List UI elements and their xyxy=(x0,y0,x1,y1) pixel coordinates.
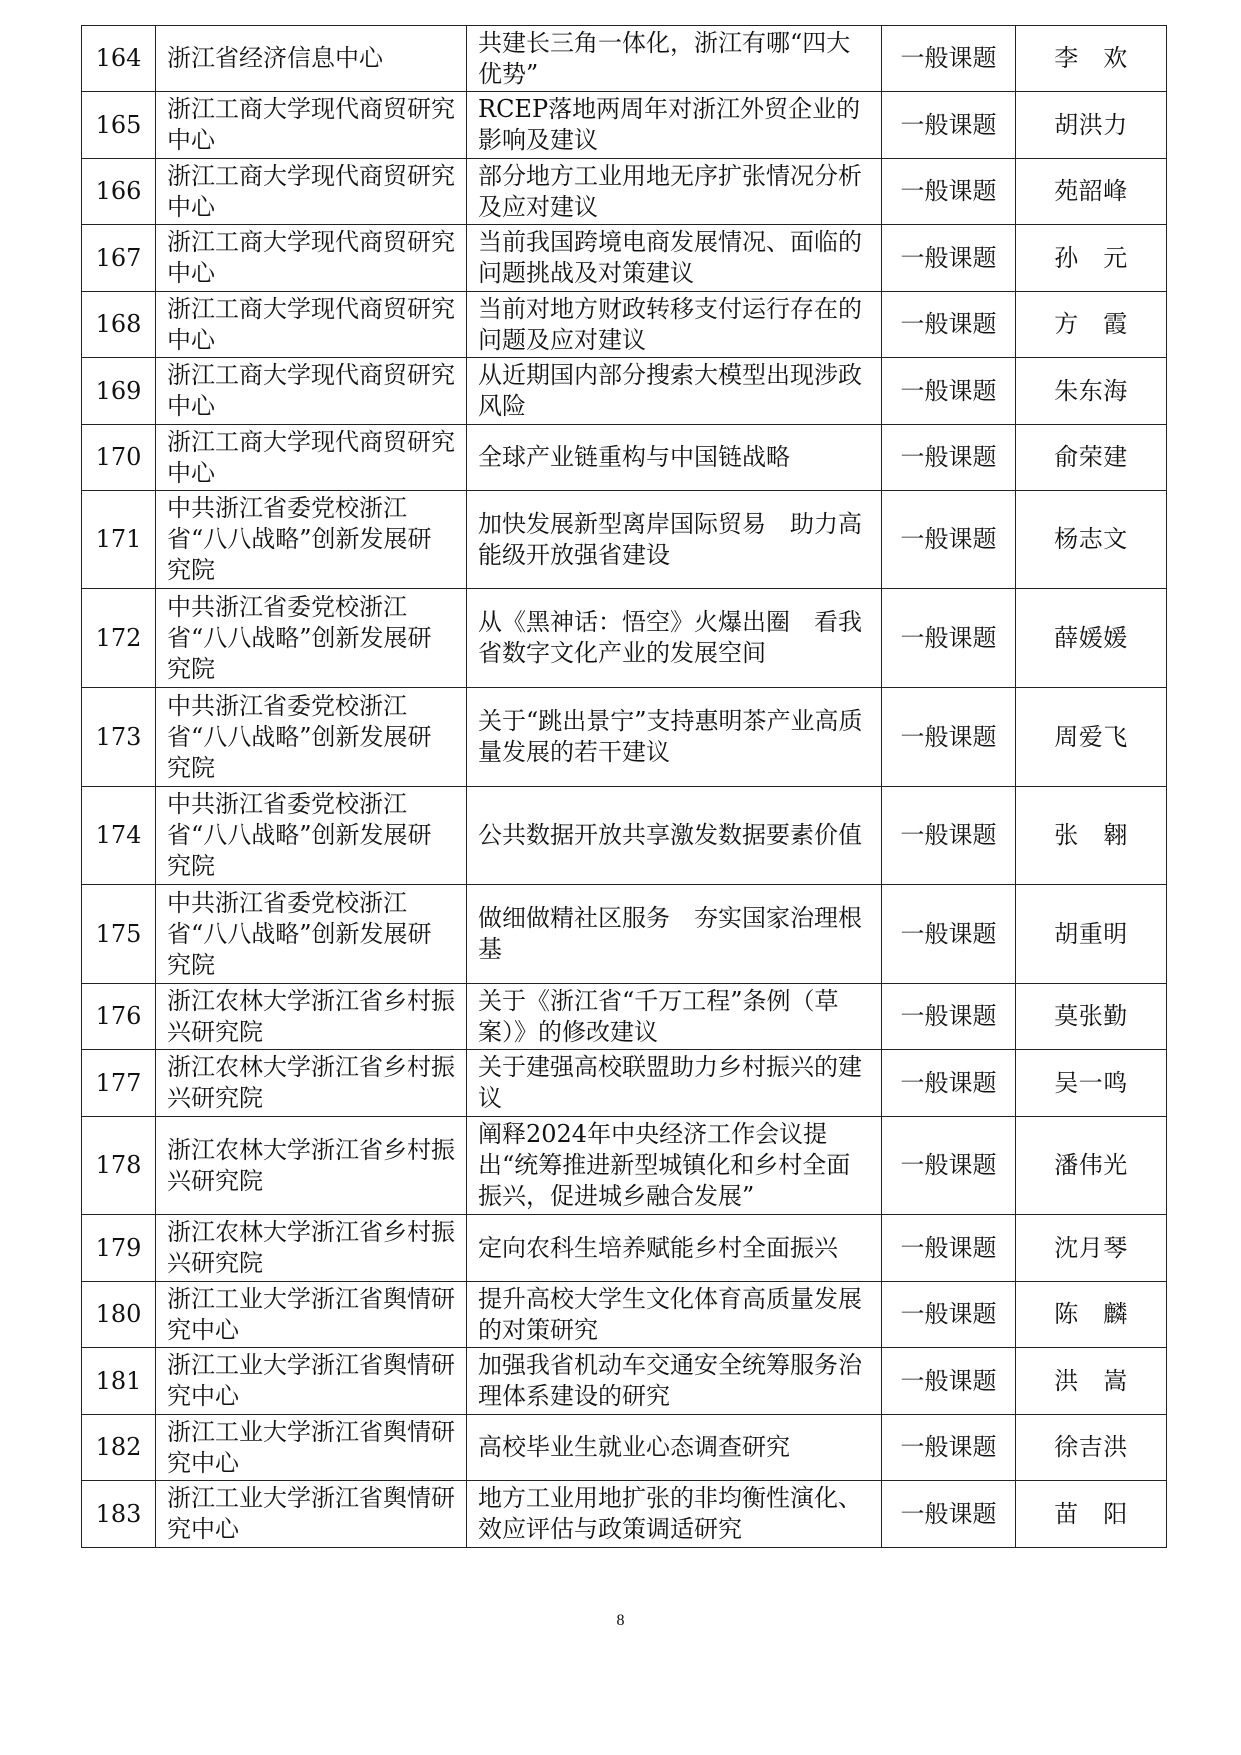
project-author: 徐吉洪 xyxy=(1016,1415,1167,1481)
project-title: 从《黑神话：悟空》火爆出圈 看我省数字文化产业的发展空间 xyxy=(467,589,882,688)
project-number: 165 xyxy=(82,92,156,159)
project-number: 177 xyxy=(82,1050,156,1117)
table-row xyxy=(82,425,1167,491)
project-type: 一般课题 xyxy=(882,159,1016,225)
research-unit: 浙江工业大学浙江省舆情研究中心 xyxy=(156,1415,467,1481)
project-type: 一般课题 xyxy=(882,688,1016,787)
table-row xyxy=(82,787,1167,885)
project-number: 183 xyxy=(82,1481,156,1548)
project-title: 部分地方工业用地无序扩张情况分析及应对建议 xyxy=(467,159,882,225)
table-row xyxy=(82,1415,1167,1481)
project-title: 提升高校大学生文化体育高质量发展的对策研究 xyxy=(467,1282,882,1348)
project-author: 陈 麟 xyxy=(1016,1282,1167,1348)
project-title: 关于《浙江省“千万工程”条例（草案）》的修改建议 xyxy=(467,984,882,1050)
project-title: 地方工业用地扩张的非均衡性演化、效应评估与政策调适研究 xyxy=(467,1481,882,1548)
table-row xyxy=(82,358,1167,425)
research-unit: 浙江工业大学浙江省舆情研究中心 xyxy=(156,1282,467,1348)
project-author: 洪 嵩 xyxy=(1016,1348,1167,1415)
page-number: 8 xyxy=(616,1612,625,1629)
project-number: 167 xyxy=(82,225,156,292)
project-title: 加快发展新型离岸国际贸易 助力高能级开放强省建设 xyxy=(467,491,882,589)
research-unit: 浙江工商大学现代商贸研究中心 xyxy=(156,358,467,425)
table-row xyxy=(82,1117,1167,1215)
project-type: 一般课题 xyxy=(882,92,1016,159)
project-number: 176 xyxy=(82,984,156,1050)
table-row xyxy=(82,885,1167,984)
project-type: 一般课题 xyxy=(882,589,1016,688)
project-type: 一般课题 xyxy=(882,1215,1016,1282)
research-unit: 浙江工商大学现代商贸研究中心 xyxy=(156,425,467,491)
project-number: 170 xyxy=(82,425,156,491)
table-row xyxy=(82,1282,1167,1348)
research-unit: 浙江农林大学浙江省乡村振兴研究院 xyxy=(156,1117,467,1215)
project-author: 莫张勤 xyxy=(1016,984,1167,1050)
project-title: 阐释2024年中央经济工作会议提出“统筹推进新型城镇化和乡村全面振兴，促进城乡融合发展” xyxy=(467,1117,882,1215)
project-number: 175 xyxy=(82,885,156,984)
project-author: 胡洪力 xyxy=(1016,92,1167,159)
project-author: 吴一鸣 xyxy=(1016,1050,1167,1117)
table-row xyxy=(82,225,1167,292)
table-row xyxy=(82,1348,1167,1415)
project-type: 一般课题 xyxy=(882,292,1016,358)
project-type: 一般课题 xyxy=(882,491,1016,589)
project-number: 166 xyxy=(82,159,156,225)
project-number: 171 xyxy=(82,491,156,589)
project-type: 一般课题 xyxy=(882,1050,1016,1117)
project-number: 164 xyxy=(82,26,156,92)
project-number: 181 xyxy=(82,1348,156,1415)
project-type: 一般课题 xyxy=(882,425,1016,491)
project-type: 一般课题 xyxy=(882,1282,1016,1348)
project-type: 一般课题 xyxy=(882,26,1016,92)
project-number: 178 xyxy=(82,1117,156,1215)
project-type: 一般课题 xyxy=(882,787,1016,885)
project-type: 一般课题 xyxy=(882,358,1016,425)
project-author: 李 欢 xyxy=(1016,26,1167,92)
project-author: 杨志文 xyxy=(1016,491,1167,589)
research-unit: 中共浙江省委党校浙江省“八八战略”创新发展研究院 xyxy=(156,589,467,688)
table-row xyxy=(82,159,1167,225)
project-number: 172 xyxy=(82,589,156,688)
table-row xyxy=(82,292,1167,358)
project-author: 周爱飞 xyxy=(1016,688,1167,787)
project-title: 全球产业链重构与中国链战略 xyxy=(467,425,882,491)
project-title: 高校毕业生就业心态调查研究 xyxy=(467,1415,882,1481)
project-author: 张 翱 xyxy=(1016,787,1167,885)
project-number: 180 xyxy=(82,1282,156,1348)
project-author: 胡重明 xyxy=(1016,885,1167,984)
table-row xyxy=(82,1481,1167,1548)
research-unit: 浙江农林大学浙江省乡村振兴研究院 xyxy=(156,1050,467,1117)
research-unit: 中共浙江省委党校浙江省“八八战略”创新发展研究院 xyxy=(156,885,467,984)
project-title: 共建长三角一体化，浙江有哪“四大优势” xyxy=(467,26,882,92)
project-author: 苗 阳 xyxy=(1016,1481,1167,1548)
project-type: 一般课题 xyxy=(882,885,1016,984)
table-row xyxy=(82,688,1167,787)
project-type: 一般课题 xyxy=(882,1481,1016,1548)
project-title: 关于建强高校联盟助力乡村振兴的建议 xyxy=(467,1050,882,1117)
project-author: 沈月琴 xyxy=(1016,1215,1167,1282)
project-title: 当前对地方财政转移支付运行存在的问题及应对建议 xyxy=(467,292,882,358)
research-unit: 中共浙江省委党校浙江省“八八战略”创新发展研究院 xyxy=(156,688,467,787)
research-unit: 浙江工商大学现代商贸研究中心 xyxy=(156,292,467,358)
project-type: 一般课题 xyxy=(882,1348,1016,1415)
project-type: 一般课题 xyxy=(882,984,1016,1050)
table-body xyxy=(82,26,1167,1548)
project-author: 苑韶峰 xyxy=(1016,159,1167,225)
research-unit: 浙江工业大学浙江省舆情研究中心 xyxy=(156,1481,467,1548)
project-title: 关于“跳出景宁”支持惠明茶产业高质量发展的若干建议 xyxy=(467,688,882,787)
table-row xyxy=(82,589,1167,688)
project-author: 潘伟光 xyxy=(1016,1117,1167,1215)
research-unit: 中共浙江省委党校浙江省“八八战略”创新发展研究院 xyxy=(156,491,467,589)
table-row xyxy=(82,984,1167,1050)
project-type: 一般课题 xyxy=(882,225,1016,292)
research-unit: 浙江省经济信息中心 xyxy=(156,26,467,92)
project-author: 薛媛媛 xyxy=(1016,589,1167,688)
research-unit: 中共浙江省委党校浙江省“八八战略”创新发展研究院 xyxy=(156,787,467,885)
project-title: 做细做精社区服务 夯实国家治理根基 xyxy=(467,885,882,984)
research-unit: 浙江农林大学浙江省乡村振兴研究院 xyxy=(156,984,467,1050)
research-unit: 浙江工业大学浙江省舆情研究中心 xyxy=(156,1348,467,1415)
project-table xyxy=(81,25,1167,1548)
project-type: 一般课题 xyxy=(882,1117,1016,1215)
table-row xyxy=(82,92,1167,159)
table-row xyxy=(82,1215,1167,1282)
project-title: 从近期国内部分搜索大模型出现涉政风险 xyxy=(467,358,882,425)
project-type: 一般课题 xyxy=(882,1415,1016,1481)
project-title: 当前我国跨境电商发展情况、面临的问题挑战及对策建议 xyxy=(467,225,882,292)
project-title: RCEP落地两周年对浙江外贸企业的影响及建议 xyxy=(467,92,882,159)
project-author: 俞荣建 xyxy=(1016,425,1167,491)
project-author: 孙 元 xyxy=(1016,225,1167,292)
project-author: 方 霞 xyxy=(1016,292,1167,358)
table-row xyxy=(82,491,1167,589)
project-title: 公共数据开放共享激发数据要素价值 xyxy=(467,787,882,885)
project-number: 179 xyxy=(82,1215,156,1282)
table-row xyxy=(82,26,1167,92)
research-unit: 浙江工商大学现代商贸研究中心 xyxy=(156,92,467,159)
project-title: 加强我省机动车交通安全统筹服务治理体系建设的研究 xyxy=(467,1348,882,1415)
project-author: 朱东海 xyxy=(1016,358,1167,425)
research-unit: 浙江工商大学现代商贸研究中心 xyxy=(156,225,467,292)
project-number: 168 xyxy=(82,292,156,358)
project-number: 169 xyxy=(82,358,156,425)
project-number: 174 xyxy=(82,787,156,885)
project-number: 182 xyxy=(82,1415,156,1481)
project-title: 定向农科生培养赋能乡村全面振兴 xyxy=(467,1215,882,1282)
project-number: 173 xyxy=(82,688,156,787)
research-unit: 浙江工商大学现代商贸研究中心 xyxy=(156,159,467,225)
research-unit: 浙江农林大学浙江省乡村振兴研究院 xyxy=(156,1215,467,1282)
table-row xyxy=(82,1050,1167,1117)
